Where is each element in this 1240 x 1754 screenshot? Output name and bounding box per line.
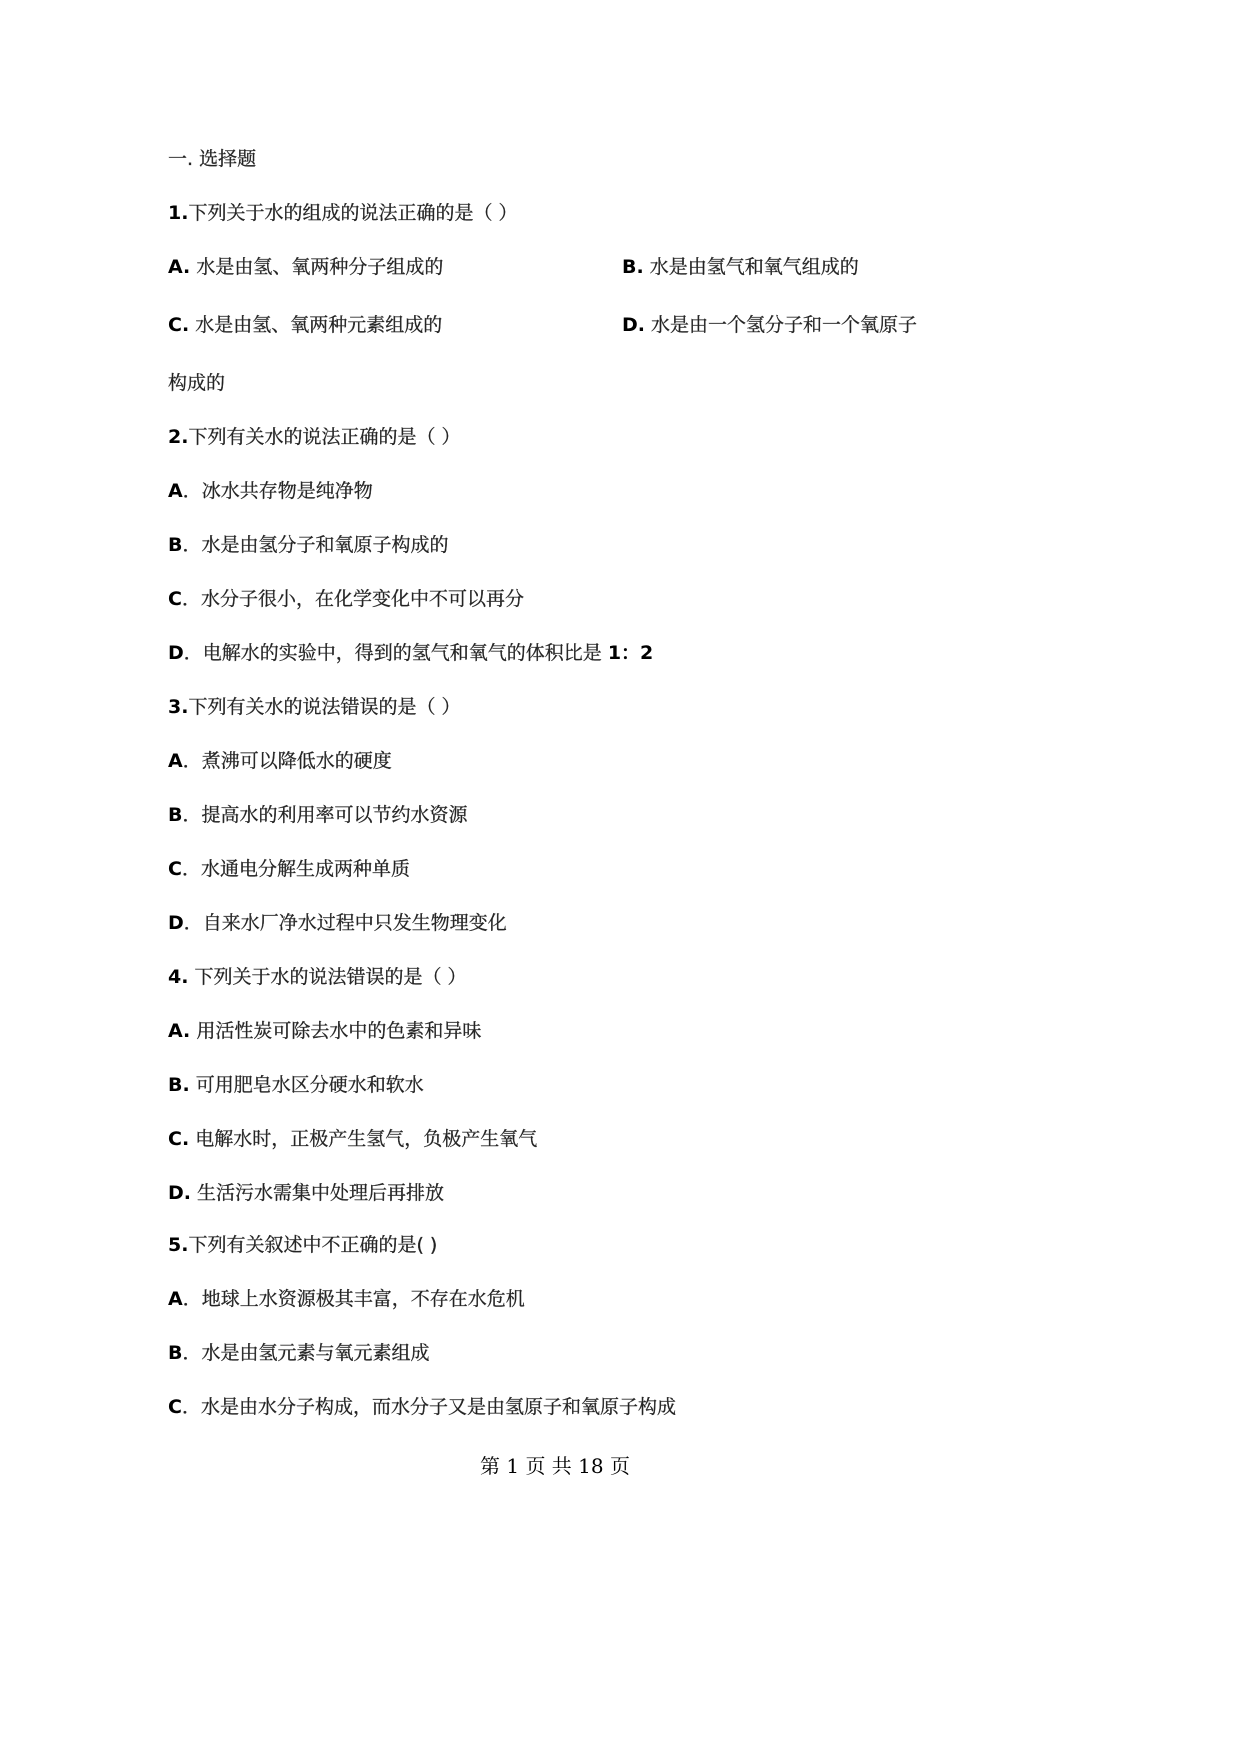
option-text: ．煮沸可以降低水的硬度 (182, 750, 392, 772)
question-2-stem (168, 425, 461, 449)
question-text: 下列有关叙述中不正确的是( ) (188, 1234, 438, 1256)
question-number: 5. (168, 1234, 189, 1256)
option-label: D (168, 912, 184, 934)
option-text: ．水分子很小，在化学变化中不可以再分 (181, 588, 524, 610)
question-2-option-d (168, 641, 653, 665)
option-label: B (168, 534, 183, 556)
question-number: 1. (168, 202, 189, 224)
option-text: 水是由一个氢分子和一个氧原子 (651, 314, 918, 336)
question-3-option-b (168, 803, 468, 827)
question-1-option-d (622, 313, 917, 337)
question-1-stem (168, 201, 518, 225)
option-label: A. (168, 256, 191, 278)
question-number: 2. (168, 426, 189, 448)
option-text: ．水是由水分子构成，而水分子又是由氢原子和氧原子构成 (181, 1396, 676, 1418)
option-label: A. (168, 1020, 191, 1042)
option-text: 电解水时，正极产生氢气，负极产生氧气 (189, 1128, 538, 1150)
option-text: ．冰水共存物是纯净物 (182, 480, 373, 502)
question-2-option-a (168, 479, 373, 503)
option-text: 水是由氢、氧两种分子组成的 (196, 256, 444, 278)
option-text: 可用肥皂水区分硬水和软水 (189, 1074, 424, 1096)
question-3-option-d (168, 911, 507, 935)
option-label: A (168, 480, 183, 502)
question-1-option-b (622, 255, 859, 279)
question-5-option-b (168, 1341, 430, 1365)
option-label: B. (168, 1074, 190, 1096)
option-label: C (168, 858, 182, 880)
question-4-option-a (168, 1019, 481, 1043)
question-4-option-c (168, 1127, 537, 1151)
question-5-option-c (168, 1395, 676, 1419)
question-4-stem (168, 965, 467, 989)
option-text: ．水是由氢分子和氧原子构成的 (182, 534, 449, 556)
option-text: 生活污水需集中处理后再排放 (191, 1182, 445, 1204)
question-3-stem (168, 695, 461, 719)
page-number: 第 1 页 共 18 页 (480, 1454, 630, 1478)
option-label: B (168, 1342, 183, 1364)
option-text: 构成的 (168, 372, 226, 394)
question-4-option-d (168, 1181, 444, 1205)
question-1-option-d-continuation (168, 371, 225, 395)
option-label: C. (168, 314, 190, 336)
option-label: B. (622, 256, 644, 278)
ratio-value: 1：2 (607, 642, 654, 664)
question-2-option-b (168, 533, 449, 557)
option-label: D. (168, 1182, 191, 1204)
section-title (168, 147, 256, 171)
question-3-option-c (168, 857, 410, 881)
question-text: 下列有关水的说法正确的是（ ） (188, 426, 461, 448)
question-2-option-c (168, 587, 524, 611)
option-text: 用活性炭可除去水中的色素和异味 (190, 1020, 482, 1042)
option-text: ．电解水的实验中，得到的氢气和氧气的体积比是 (183, 642, 608, 664)
option-label: D. (622, 314, 645, 336)
question-3-option-a (168, 749, 392, 773)
question-1-option-c (168, 313, 442, 337)
section-title-text: 一. 选择题 (168, 148, 257, 170)
option-text: ．提高水的利用率可以节约水资源 (182, 804, 468, 826)
option-text: ．水通电分解生成两种单质 (181, 858, 410, 880)
page-footer (0, 1450, 1110, 1479)
option-label: A (168, 1288, 183, 1310)
question-4-option-b (168, 1073, 424, 1097)
option-label: C (168, 1396, 182, 1418)
question-text: 下列关于水的组成的说法正确的是（ ） (188, 202, 518, 224)
option-text: 水是由氢、氧两种元素组成的 (195, 314, 443, 336)
question-5-stem (168, 1233, 437, 1257)
question-1-option-a (168, 255, 443, 279)
question-5-option-a (168, 1287, 525, 1311)
question-number: 4. (168, 966, 189, 988)
option-label: C (168, 588, 182, 610)
option-label: A (168, 750, 183, 772)
option-label: D (168, 642, 184, 664)
question-number: 3. (168, 696, 189, 718)
option-label: B (168, 804, 183, 826)
option-text: ．自来水厂净水过程中只发生物理变化 (183, 912, 507, 934)
option-text: 水是由氢气和氧气组成的 (649, 256, 859, 278)
question-text: 下列有关水的说法错误的是（ ） (188, 696, 461, 718)
option-text: ．水是由氢元素与氧元素组成 (182, 1342, 430, 1364)
option-label: C. (168, 1128, 190, 1150)
question-text: 下列关于水的说法错误的是（ ） (188, 966, 467, 988)
option-text: ．地球上水资源极其丰富，不存在水危机 (182, 1288, 525, 1310)
